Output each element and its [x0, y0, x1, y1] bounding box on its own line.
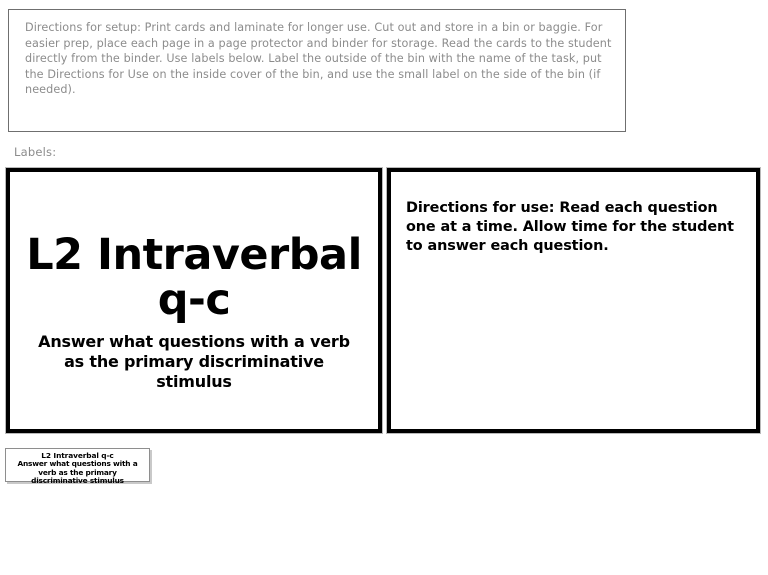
directions-for-use-card	[387, 168, 760, 433]
labels-caption: Labels:	[14, 145, 57, 159]
directions-for-use-card-inner	[391, 172, 756, 429]
directions-for-use-text: Directions for use: Read each question one at a time. Allow time for the student to answer each question.	[406, 200, 734, 254]
bin-label-heading: L2 Intraverbal q-c	[26, 230, 362, 325]
bin-label-subtitle: Answer what questions with a verb as the primary discriminative stimulus	[38, 332, 350, 391]
bin-label-text-stack	[21, 230, 367, 392]
setup-directions-box	[8, 9, 626, 132]
small-side-label	[5, 448, 150, 486]
bin-label-card-inner	[10, 172, 378, 429]
small-side-label-subtitle: Answer what questions with a verb as the primary discriminative stimulus	[17, 459, 138, 486]
setup-directions-text: Directions for setup: Print cards and laminate for longer use. Cut out and store in a bin or baggie. For easier prep, place each page in a page protector and binder for storage. Read the cards to the student directly from the binder. Use labels below. Label the outside of the bin with the name of the task, put the Directions for Use on the inside cover of the bin, and use the small label on the side of the bin (if needed).	[25, 21, 612, 97]
bin-label-card	[6, 168, 382, 433]
small-side-label-body	[6, 449, 149, 486]
small-side-label-title: L2 Intraverbal q-c	[41, 451, 114, 460]
